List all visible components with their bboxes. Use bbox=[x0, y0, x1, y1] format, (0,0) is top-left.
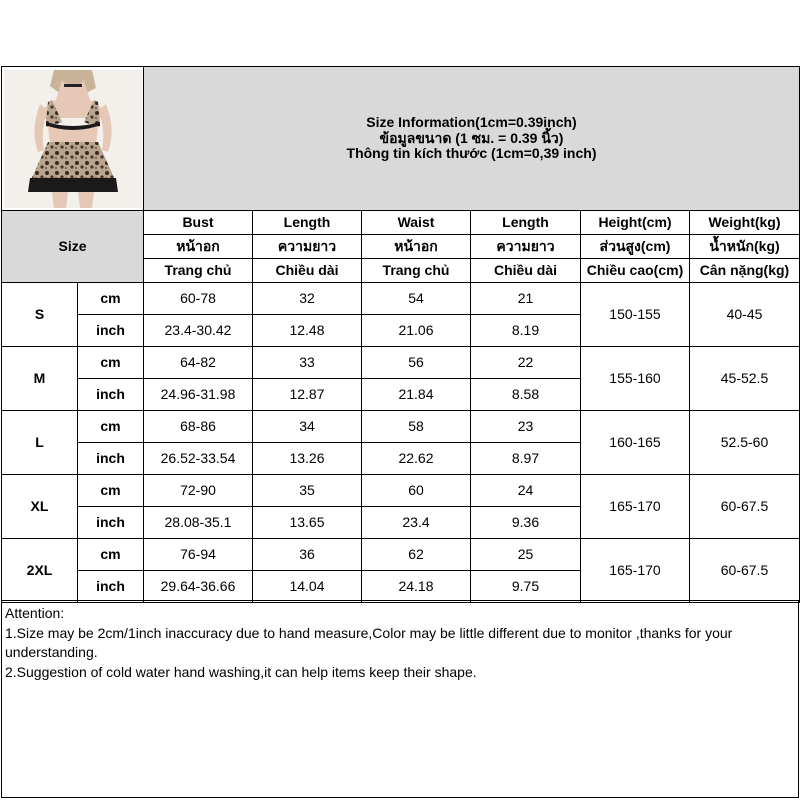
unit-cm-cell: cm bbox=[78, 283, 144, 315]
table-row bbox=[2, 283, 800, 315]
title-cell bbox=[144, 67, 800, 211]
value-cm-cell: 54 bbox=[362, 283, 471, 315]
header-length-en: Length bbox=[253, 211, 362, 235]
unit-cm-cell: cm bbox=[78, 347, 144, 379]
size-name-cell: XL bbox=[2, 475, 78, 539]
header-height-th: ส่วนสูง(cm) bbox=[581, 235, 690, 259]
value-inch-cell: 8.97 bbox=[471, 443, 581, 475]
weight-range-cell: 52.5-60 bbox=[690, 411, 800, 475]
table-row bbox=[2, 347, 800, 379]
value-cm-cell: 62 bbox=[362, 539, 471, 571]
header-bust-en: Bust bbox=[144, 211, 253, 235]
attention-notes bbox=[1, 600, 799, 798]
value-cm-cell: 25 bbox=[471, 539, 581, 571]
header-bust-vi: Trang chủ bbox=[144, 259, 253, 283]
notes-item-1: 1.Size may be 2cm/1inch inaccuracy due to hand measure,Color may be little different due to monitor ,thanks for your understanding. bbox=[5, 624, 733, 660]
value-inch-cell: 12.87 bbox=[253, 379, 362, 411]
header-bust-th: หน้าอก bbox=[144, 235, 253, 259]
header-weight-vi: Cân nặng(kg) bbox=[690, 259, 800, 283]
weight-range-cell: 40-45 bbox=[690, 283, 800, 347]
height-range-cell: 155-160 bbox=[581, 347, 690, 411]
header-height-en: Height(cm) bbox=[581, 211, 690, 235]
value-cm-cell: 68-86 bbox=[144, 411, 253, 443]
header-waist-th: หน้าอก bbox=[362, 235, 471, 259]
value-inch-cell: 8.19 bbox=[471, 315, 581, 347]
unit-cm-cell: cm bbox=[78, 411, 144, 443]
unit-inch-cell: inch bbox=[78, 443, 144, 475]
header-length-th: ความยาว bbox=[253, 235, 362, 259]
height-range-cell: 165-170 bbox=[581, 539, 690, 603]
value-cm-cell: 24 bbox=[471, 475, 581, 507]
value-cm-cell: 72-90 bbox=[144, 475, 253, 507]
table-row bbox=[2, 539, 800, 571]
value-cm-cell: 36 bbox=[253, 539, 362, 571]
value-inch-cell: 26.52-33.54 bbox=[144, 443, 253, 475]
value-inch-cell: 9.36 bbox=[471, 507, 581, 539]
value-cm-cell: 23 bbox=[471, 411, 581, 443]
product-photo-image bbox=[4, 70, 142, 208]
product-photo-cell bbox=[2, 67, 144, 211]
product-photo bbox=[4, 70, 142, 208]
unit-cm-cell: cm bbox=[78, 539, 144, 571]
height-range-cell: 160-165 bbox=[581, 411, 690, 475]
unit-cm-cell: cm bbox=[78, 475, 144, 507]
value-inch-cell: 24.96-31.98 bbox=[144, 379, 253, 411]
value-inch-cell: 21.84 bbox=[362, 379, 471, 411]
value-inch-cell: 21.06 bbox=[362, 315, 471, 347]
title-thai: ข้อมูลขนาด (1 ซม. = 0.39 นิ้ว) bbox=[379, 129, 564, 146]
size-name-cell: M bbox=[2, 347, 78, 411]
value-cm-cell: 64-82 bbox=[144, 347, 253, 379]
header-skirt-length-vi: Chiều dài bbox=[471, 259, 581, 283]
unit-inch-cell: inch bbox=[78, 315, 144, 347]
value-cm-cell: 58 bbox=[362, 411, 471, 443]
value-cm-cell: 35 bbox=[253, 475, 362, 507]
header-weight-en: Weight(kg) bbox=[690, 211, 800, 235]
unit-inch-cell: inch bbox=[78, 571, 144, 603]
value-cm-cell: 21 bbox=[471, 283, 581, 315]
notes-item-2: 2.Suggestion of cold water hand washing,it can help items keep their shape. bbox=[5, 663, 477, 680]
value-inch-cell: 23.4-30.42 bbox=[144, 315, 253, 347]
size-table bbox=[1, 66, 800, 603]
value-cm-cell: 32 bbox=[253, 283, 362, 315]
value-cm-cell: 33 bbox=[253, 347, 362, 379]
title-english: Size Information(1cm=0.39inch) bbox=[366, 114, 577, 131]
value-cm-cell: 60-78 bbox=[144, 283, 253, 315]
size-name-cell: L bbox=[2, 411, 78, 475]
table-row bbox=[2, 475, 800, 507]
value-inch-cell: 14.04 bbox=[253, 571, 362, 603]
notes-heading: Attention: bbox=[5, 605, 65, 621]
value-cm-cell: 22 bbox=[471, 347, 581, 379]
weight-range-cell: 60-67.5 bbox=[690, 475, 800, 539]
value-inch-cell: 29.64-36.66 bbox=[144, 571, 253, 603]
unit-inch-cell: inch bbox=[78, 379, 144, 411]
header-height-vi: Chiều cao(cm) bbox=[581, 259, 690, 283]
size-column-label: Size bbox=[2, 211, 144, 283]
value-inch-cell: 13.26 bbox=[253, 443, 362, 475]
value-inch-cell: 8.58 bbox=[471, 379, 581, 411]
value-inch-cell: 9.75 bbox=[471, 571, 581, 603]
height-range-cell: 165-170 bbox=[581, 475, 690, 539]
header-length-vi: Chiều dài bbox=[253, 259, 362, 283]
height-range-cell: 150-155 bbox=[581, 283, 690, 347]
header-skirt-length-en: Length bbox=[471, 211, 581, 235]
title-vietnamese: Thông tin kích thước (1cm=0,39 inch) bbox=[346, 145, 597, 162]
table-row bbox=[2, 411, 800, 443]
value-inch-cell: 28.08-35.1 bbox=[144, 507, 253, 539]
weight-range-cell: 45-52.5 bbox=[690, 347, 800, 411]
weight-range-cell: 60-67.5 bbox=[690, 539, 800, 603]
value-inch-cell: 24.18 bbox=[362, 571, 471, 603]
value-inch-cell: 13.65 bbox=[253, 507, 362, 539]
value-inch-cell: 12.48 bbox=[253, 315, 362, 347]
header-skirt-length-th: ความยาว bbox=[471, 235, 581, 259]
value-inch-cell: 23.4 bbox=[362, 507, 471, 539]
value-cm-cell: 34 bbox=[253, 411, 362, 443]
value-cm-cell: 60 bbox=[362, 475, 471, 507]
value-cm-cell: 56 bbox=[362, 347, 471, 379]
header-waist-en: Waist bbox=[362, 211, 471, 235]
size-name-cell: 2XL bbox=[2, 539, 78, 603]
value-cm-cell: 76-94 bbox=[144, 539, 253, 571]
header-waist-vi: Trang chủ bbox=[362, 259, 471, 283]
size-name-cell: S bbox=[2, 283, 78, 347]
value-inch-cell: 22.62 bbox=[362, 443, 471, 475]
unit-inch-cell: inch bbox=[78, 507, 144, 539]
header-weight-th: น้ำหนัก(kg) bbox=[690, 235, 800, 259]
